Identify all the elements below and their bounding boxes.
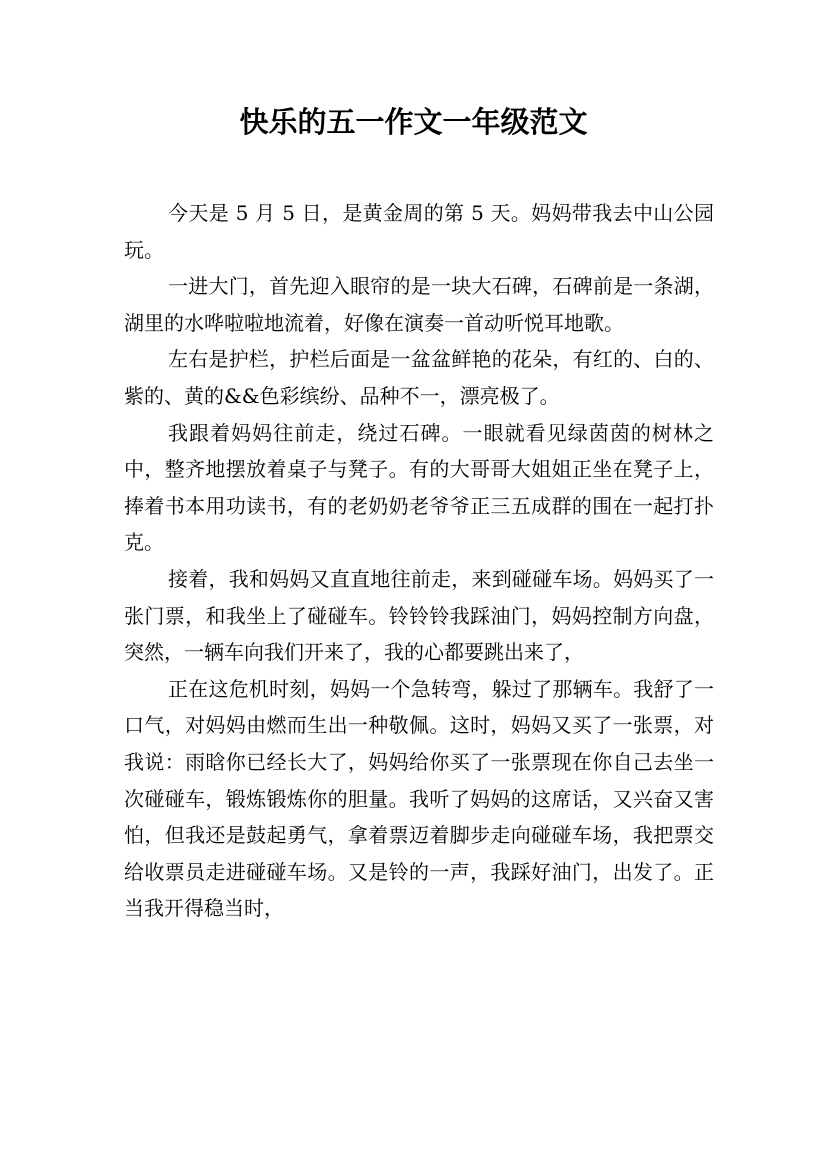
paragraph: 我跟着妈妈往前走，绕过石碑。一眼就看见绿茵茵的树林之中，整齐地摆放着桌子与凳子。有的大哥哥大姐姐正坐在凳子上，捧着书本用功读书，有的老奶奶老爷爷正三五成群的围在一起打扑克。 bbox=[124, 420, 714, 555]
paragraph: 今天是 5 月 5 日，是黄金周的第 5 天。妈妈带我去中山公园玩。 bbox=[124, 201, 714, 262]
paragraph: 左右是护栏，护栏后面是一盆盆鲜艳的花朵，有红的、白的、紫的、黄的&&色彩缤纷、品种不一，漂亮极了。 bbox=[124, 347, 714, 408]
document-body bbox=[124, 195, 714, 927]
document-title: 快乐的五一作文一年级范文 bbox=[239, 105, 588, 139]
paragraph: 正在这危机时刻，妈妈一个急转弯，躲过了那辆车。我舒了一口气，对妈妈由燃而生出一种敬佩。这时，妈妈又买了一张票，对我说：雨晗你已经长大了，妈妈给你买了一张票现在你自己去坐一次碰碰车，锻炼锻炼你的胆量。我听了妈妈的这席话，又兴奋又害怕，但我还是鼓起勇气，拿着票迈着脚步走向碰碰车场，我把票交给收票员走进碰碰车场。又是铃的一声，我踩好油门，出发了。正当我开得稳当时， bbox=[124, 676, 714, 921]
paragraph: 一进大门，首先迎入眼帘的是一块大石碑，石碑前是一条湖，湖里的水哗啦啦地流着，好像在演奏一首动听悦耳地歌。 bbox=[124, 274, 714, 335]
paragraph: 接着，我和妈妈又直直地往前走，来到碰碰车场。妈妈买了一张门票，和我坐上了碰碰车。铃铃铃我踩油门，妈妈控制方向盘，突然，一辆车向我们开来了，我的心都要跳出来了， bbox=[124, 566, 714, 665]
